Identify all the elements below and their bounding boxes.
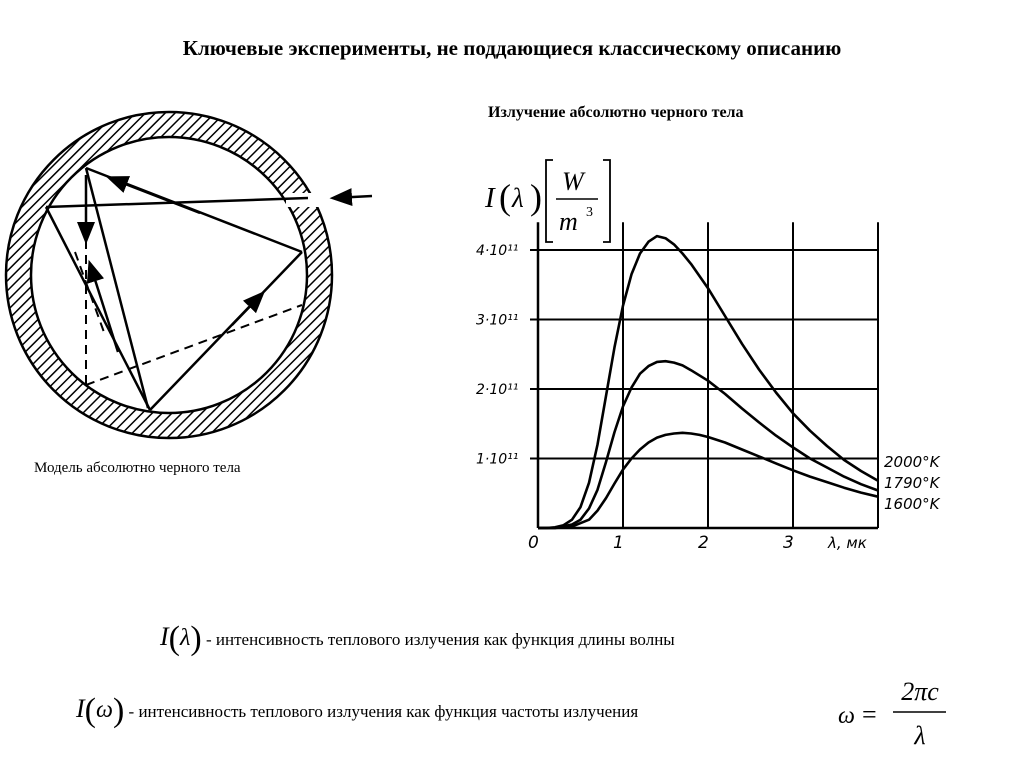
formula2-text: - интенсивность теплового излучения как функция частоты излучения — [128, 702, 639, 721]
model-caption: Модель абсолютно черного тела — [34, 460, 241, 476]
chart-subtitle: Излучение абсолютно черного тела — [488, 104, 744, 121]
y-label-paren-close: ) — [530, 177, 542, 217]
formula1-func: I — [160, 622, 169, 651]
y-tick-label: 1·10¹¹ — [476, 451, 519, 468]
unit-denominator: m — [559, 207, 578, 236]
y-tick-label: 4·10¹¹ — [476, 243, 519, 259]
omega-equals: = — [862, 700, 877, 729]
unit-bracket-right — [603, 160, 610, 242]
formula2-arg: ω — [96, 697, 113, 723]
formula2-func: I — [76, 694, 85, 723]
y-tick-label: 2·10¹¹ — [476, 382, 519, 398]
omega-denominator: λ — [914, 721, 926, 750]
formula2-paren-close: ) — [112, 692, 125, 729]
formula2-paren-open: ( — [84, 692, 96, 729]
y-tick-label: 3·10¹¹ — [476, 312, 519, 329]
formula1-paren-close: ) — [190, 620, 202, 657]
y-label-paren-open: ( — [499, 177, 511, 217]
omega-definition — [838, 677, 946, 750]
x-tick-label: 2 — [698, 533, 709, 553]
formula-intensity-wavelength — [160, 620, 675, 658]
y-label-arg: λ — [512, 183, 524, 213]
x-tick-label: 3 — [783, 533, 794, 553]
y-label-func: I — [485, 182, 495, 214]
incoming-ray — [334, 196, 372, 198]
blackbody-spectrum-chart — [476, 222, 941, 553]
x-tick-label: 1 — [613, 533, 624, 553]
series-label: 1600°K — [884, 495, 940, 513]
formula1-paren-open: ( — [168, 620, 180, 657]
formula1-arg: λ — [180, 625, 191, 651]
omega-numerator: 2πc — [901, 677, 939, 706]
formula1-text: - интенсивность теплового излучения как функция длины волны — [205, 630, 675, 649]
unit-denominator-exp: 3 — [586, 205, 593, 220]
series-label: 1790°K — [884, 474, 940, 492]
series-label: 2000°K — [884, 453, 940, 471]
page-title: Ключевые эксперименты, не поддающиеся классическому описанию — [182, 36, 842, 60]
x-tick-label: 0 — [528, 533, 539, 553]
unit-bracket-left — [546, 160, 553, 242]
formula-intensity-frequency — [76, 692, 638, 730]
omega-lhs: ω — [838, 703, 855, 729]
blackbody-model-diagram — [6, 112, 372, 438]
unit-numerator: W — [562, 167, 584, 196]
cavity-opening — [286, 193, 326, 207]
x-axis-label: λ, мк — [828, 534, 867, 552]
y-axis-label — [484, 160, 610, 242]
